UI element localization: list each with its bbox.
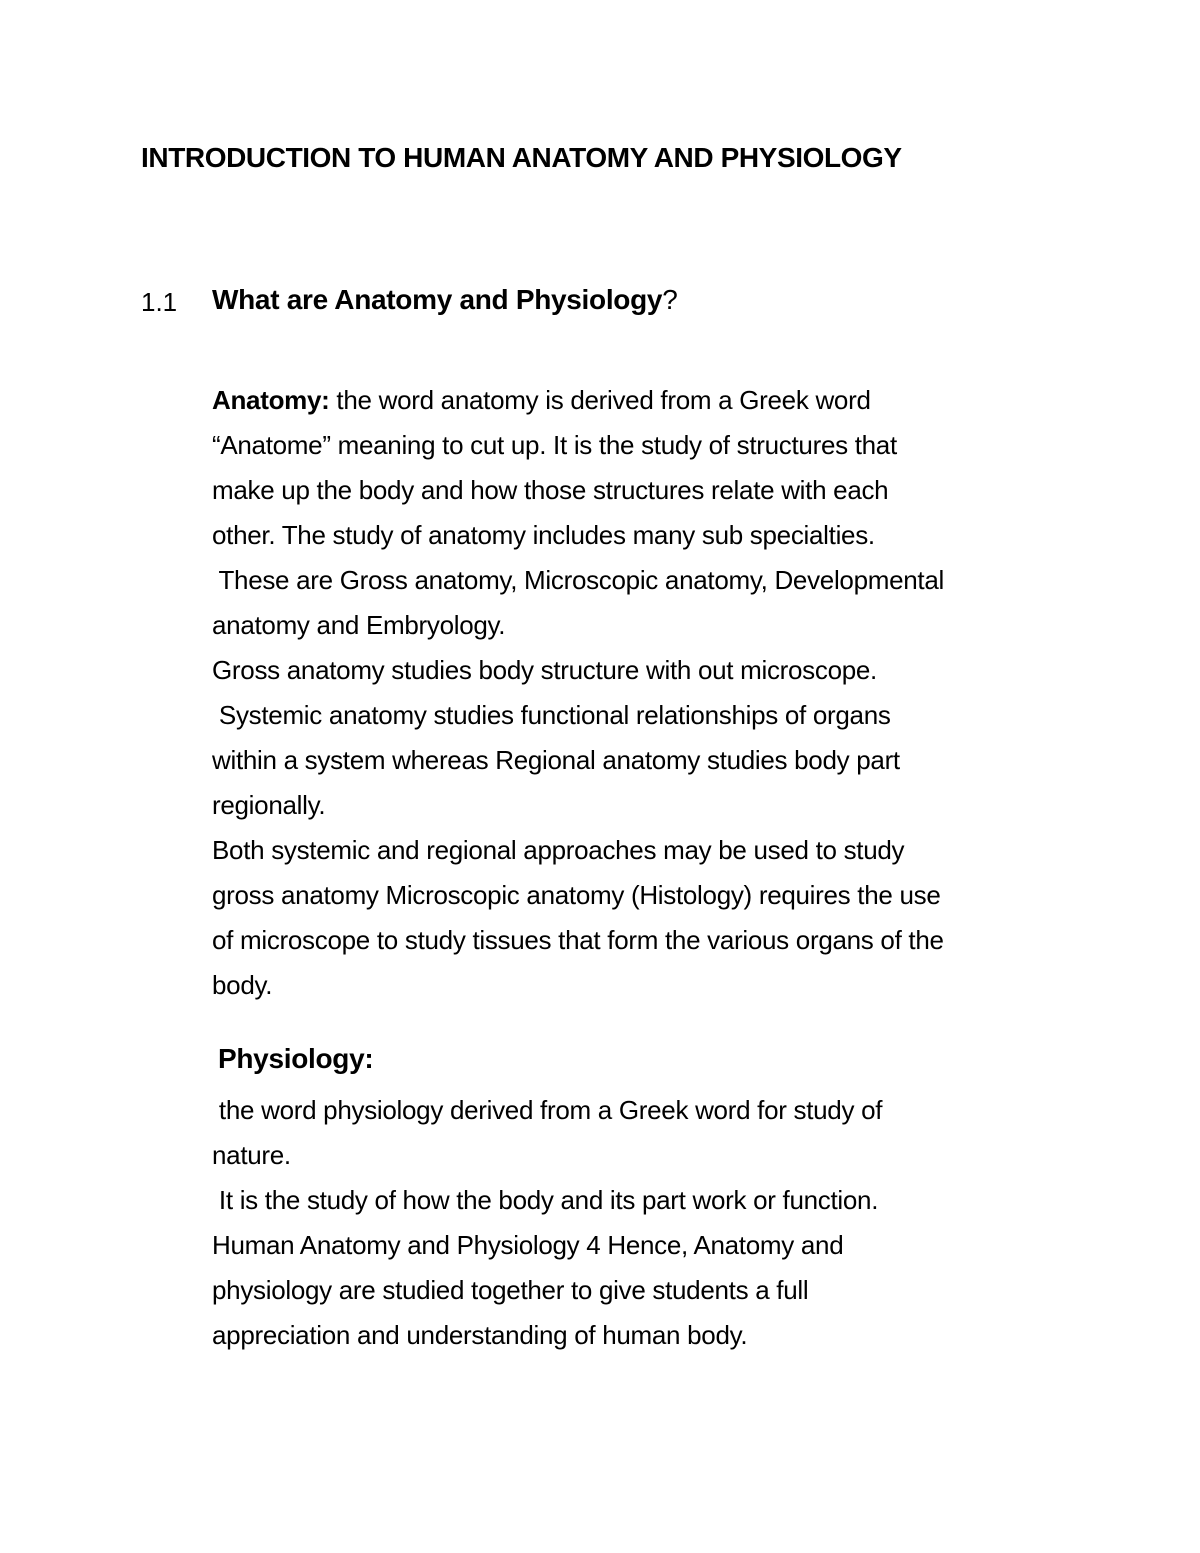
anatomy-line: body.	[212, 970, 273, 1000]
physiology-line: It is the study of how the body and its part work or function.	[212, 1185, 879, 1215]
anatomy-line: Systemic anatomy studies functional relationships of organs	[212, 700, 891, 730]
section-heading-suffix: ?	[662, 284, 678, 315]
anatomy-line: These are Gross anatomy, Microscopic anatomy, Developmental	[212, 565, 944, 595]
anatomy-line: other. The study of anatomy includes many sub specialties.	[212, 520, 875, 550]
anatomy-line	[212, 378, 1112, 423]
anatomy-term: Anatomy:	[212, 385, 330, 415]
anatomy-line: Both systemic and regional approaches may be used to study	[212, 835, 905, 865]
physiology-heading: Physiology:	[218, 1043, 374, 1074]
anatomy-line: gross anatomy Microscopic anatomy (Histology) requires the use	[212, 880, 941, 910]
section-heading	[212, 284, 678, 316]
anatomy-line: Gross anatomy studies body structure with out microscope.	[212, 655, 877, 685]
physiology-line: nature.	[212, 1140, 291, 1170]
anatomy-line: regionally.	[212, 790, 326, 820]
anatomy-line: make up the body and how those structures relate with each	[212, 475, 889, 505]
physiology-line: physiology are studied together to give students a full	[212, 1275, 809, 1305]
physiology-line: Human Anatomy and Physiology 4 Hence, Anatomy and	[212, 1230, 844, 1260]
physiology-line: appreciation and understanding of human body.	[212, 1320, 748, 1350]
section-heading-text: What are Anatomy and Physiology	[212, 284, 663, 315]
anatomy-line: of microscope to study tissues that form the various organs of the	[212, 925, 944, 955]
physiology-paragraph	[212, 1088, 1112, 1358]
document-title: INTRODUCTION TO HUMAN ANATOMY AND PHYSIOLOGY	[141, 142, 902, 173]
anatomy-line-text: the word anatomy is derived from a Greek word	[329, 385, 871, 415]
anatomy-paragraph	[212, 378, 1112, 1008]
physiology-line: the word physiology derived from a Greek word for study of	[212, 1095, 883, 1125]
anatomy-line: within a system whereas Regional anatomy studies body part	[212, 745, 900, 775]
section-number: 1.1	[141, 287, 178, 317]
anatomy-line: anatomy and Embryology.	[212, 610, 506, 640]
anatomy-line: “Anatome” meaning to cut up. It is the study of structures that	[212, 430, 897, 460]
